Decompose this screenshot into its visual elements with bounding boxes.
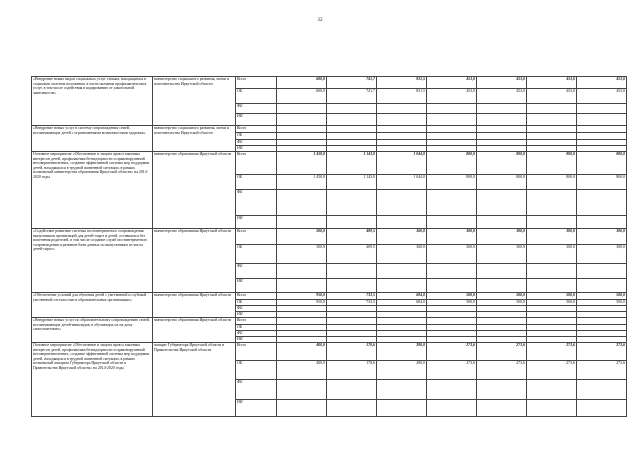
amount-cell: 300,0 xyxy=(477,229,527,245)
amount-cell xyxy=(377,190,427,216)
amount-cell xyxy=(427,380,477,400)
amount-cell xyxy=(527,318,577,325)
amount-cell xyxy=(477,114,527,126)
funding-source-cell: ОБ xyxy=(236,325,277,331)
amount-cell: 1 044,0 xyxy=(377,152,427,175)
amount-cell xyxy=(427,264,477,279)
amount-cell: 800,0 xyxy=(477,152,527,175)
funding-source-cell: Всего xyxy=(236,126,277,133)
funding-source-cell: Всего xyxy=(236,229,277,245)
funding-source-cell: ФБ xyxy=(236,104,277,114)
table-row xyxy=(32,77,627,89)
amount-cell: 273,6 xyxy=(427,361,477,380)
amount-cell xyxy=(577,114,627,126)
amount-cell: 453,0 xyxy=(427,89,477,104)
amount-cell: 733,5 xyxy=(327,300,377,306)
amount-cell xyxy=(477,400,527,417)
funding-source-cell: ОБ xyxy=(236,300,277,306)
amount-cell: 950,0 xyxy=(277,300,327,306)
amount-cell: 170,6 xyxy=(327,343,377,361)
amount-cell: 800,0 xyxy=(477,175,527,190)
amount-cell xyxy=(277,114,327,126)
amount-cell: 950,0 xyxy=(277,293,327,300)
amount-cell xyxy=(527,264,577,279)
amount-cell xyxy=(377,216,427,229)
amount-cell xyxy=(577,216,627,229)
executor-cell: министерство образования Иркутской области xyxy=(153,293,236,318)
amount-cell: 273,6 xyxy=(427,343,477,361)
amount-cell: 273,6 xyxy=(527,361,577,380)
table-row xyxy=(32,229,627,245)
amount-cell xyxy=(327,400,377,417)
amount-cell: 1 450,0 xyxy=(277,175,327,190)
amount-cell: 800,0 xyxy=(577,152,627,175)
amount-cell xyxy=(277,190,327,216)
amount-cell xyxy=(377,264,427,279)
amount-cell: 600,0 xyxy=(277,89,327,104)
amount-cell: 453,0 xyxy=(527,77,577,89)
amount-cell xyxy=(327,264,377,279)
amount-cell: 500,0 xyxy=(427,293,477,300)
amount-cell: 831,5 xyxy=(377,77,427,89)
amount-cell: 800,0 xyxy=(527,152,577,175)
amount-cell: 300,0 xyxy=(477,245,527,264)
table-row xyxy=(32,152,627,175)
amount-cell xyxy=(277,264,327,279)
amount-cell xyxy=(277,400,327,417)
amount-cell: 733,5 xyxy=(327,293,377,300)
amount-cell xyxy=(427,126,477,133)
funding-source-cell: НИ xyxy=(236,400,277,417)
event-cell: «Содействие развитию системы постинтернатного сопровождения выпускников организаций для детей-сирот и детей, оставшихся без попечения родителей, в том числе создание служб постинтернатного сопровождения и развитие базы данных по выпускникам из числа детей-сирот» xyxy=(32,229,153,293)
funding-source-cell: НИ xyxy=(236,146,277,152)
funding-source-cell: ОБ xyxy=(236,175,277,190)
amount-cell xyxy=(327,279,377,293)
amount-cell xyxy=(327,133,377,140)
amount-cell: 1 143,0 xyxy=(327,152,377,175)
amount-cell xyxy=(577,279,627,293)
amount-cell: 273,6 xyxy=(577,361,627,380)
funding-source-cell: ОБ xyxy=(236,89,277,104)
funding-source-cell: ФБ xyxy=(236,264,277,279)
funding-source-cell: ОБ xyxy=(236,133,277,140)
amount-cell xyxy=(477,216,527,229)
amount-cell: 1 143,0 xyxy=(327,175,377,190)
amount-cell xyxy=(427,133,477,140)
amount-cell: 273,6 xyxy=(477,343,527,361)
amount-cell: 500,0 xyxy=(477,300,527,306)
event-cell: «Внедрение новых услуг по образовательному сопровождению семей, воспитывающих детей-инвалидов, в обучающих их на дому самостоятельно» xyxy=(32,318,153,343)
executor-cell: аппарат Губернатора Иркутской области и Правительства Иркутской области xyxy=(153,343,236,417)
amount-cell xyxy=(527,104,577,114)
table-row xyxy=(32,293,627,300)
amount-cell: 500,0 xyxy=(277,229,327,245)
funding-source-cell: ФБ xyxy=(236,331,277,337)
funding-source-cell: НИ xyxy=(236,312,277,318)
amount-cell xyxy=(477,126,527,133)
amount-cell xyxy=(427,400,477,417)
amount-cell: 453,0 xyxy=(427,77,477,89)
amount-cell: 300,0 xyxy=(527,229,577,245)
event-cell: Основное мероприятие «Обеспечение и защита прав и законных интересов детей, профилактика безнадзорности и правонарушений несовершеннолетних, создание эффективной системы мер поддержки детей, находящихся в трудной жизненной ситуации, в рамках полномочий министерства образования Иркутской области» на 2014-2020 годы xyxy=(32,152,153,229)
amount-cell xyxy=(277,318,327,325)
amount-cell xyxy=(327,104,377,114)
amount-cell: 500,0 xyxy=(577,300,627,306)
executor-cell: министерство образования Иркутской области xyxy=(153,229,236,293)
amount-cell xyxy=(377,318,427,325)
amount-cell: 409,5 xyxy=(327,229,377,245)
amount-cell xyxy=(377,380,427,400)
table-row xyxy=(32,126,627,133)
amount-cell xyxy=(277,133,327,140)
amount-cell xyxy=(277,216,327,229)
funding-source-cell: Всего xyxy=(236,343,277,361)
amount-cell xyxy=(427,104,477,114)
amount-cell xyxy=(577,190,627,216)
amount-cell xyxy=(277,380,327,400)
amount-cell xyxy=(377,114,427,126)
event-cell: Основное мероприятие «Обеспечение и защита прав и законных интересов детей, профилактика безнадзорности и правонарушений несовершеннолетних, создание эффективной системы мер поддержки детей, находящихся в трудной жизненной ситуации, в рамках полномочий аппарата Губернатора Иркутской области и Правительства Иркутской области» на 2014-2020 годы xyxy=(32,343,153,417)
amount-cell: 741,7 xyxy=(327,89,377,104)
budget-table xyxy=(31,76,627,417)
funding-source-cell: ОБ xyxy=(236,361,277,380)
page-number: 32 xyxy=(317,18,323,23)
amount-cell: 360,0 xyxy=(377,245,427,264)
amount-cell xyxy=(427,279,477,293)
event-cell: «Обеспечение условий для обучения детей с умственной и глубокой умственной отсталостью в образовательных организациях» xyxy=(32,293,153,318)
amount-cell: 741,7 xyxy=(327,77,377,89)
amount-cell: 409,5 xyxy=(327,245,377,264)
amount-cell: 273,6 xyxy=(477,361,527,380)
table-row xyxy=(32,318,627,325)
amount-cell: 300,0 xyxy=(527,245,577,264)
amount-cell xyxy=(577,400,627,417)
amount-cell: 300,0 xyxy=(577,245,627,264)
amount-cell xyxy=(377,104,427,114)
amount-cell xyxy=(277,104,327,114)
amount-cell: 453,0 xyxy=(577,89,627,104)
amount-cell: 500,0 xyxy=(527,293,577,300)
amount-cell: 273,6 xyxy=(527,343,577,361)
amount-cell: 800,0 xyxy=(527,175,577,190)
amount-cell: 800,0 xyxy=(427,152,477,175)
amount-cell xyxy=(277,126,327,133)
amount-cell xyxy=(377,133,427,140)
amount-cell: 800,0 xyxy=(577,175,627,190)
executor-cell: министерство образования Иркутской области xyxy=(153,152,236,229)
amount-cell: 453,0 xyxy=(527,89,577,104)
amount-cell xyxy=(477,279,527,293)
amount-cell: 300,0 xyxy=(427,245,477,264)
amount-cell: 400,0 xyxy=(277,361,327,380)
amount-cell: 800,0 xyxy=(427,175,477,190)
amount-cell: 1 450,0 xyxy=(277,152,327,175)
event-cell: «Внедрение новых услуг в систему сопровождения семей, воспитывающих детей с ограниченными возможностями здоровья» xyxy=(32,126,153,152)
amount-cell xyxy=(527,216,577,229)
amount-cell xyxy=(327,114,377,126)
amount-cell xyxy=(327,318,377,325)
amount-cell: 280,0 xyxy=(377,343,427,361)
amount-cell: 684,0 xyxy=(377,293,427,300)
amount-cell xyxy=(527,190,577,216)
amount-cell xyxy=(477,264,527,279)
amount-cell xyxy=(527,126,577,133)
amount-cell xyxy=(377,126,427,133)
amount-cell: 500,0 xyxy=(427,300,477,306)
amount-cell xyxy=(427,318,477,325)
amount-cell xyxy=(277,279,327,293)
amount-cell: 300,0 xyxy=(427,229,477,245)
funding-source-cell: ФБ xyxy=(236,190,277,216)
funding-source-cell: ОБ xyxy=(236,245,277,264)
amount-cell xyxy=(427,190,477,216)
amount-cell xyxy=(577,264,627,279)
amount-cell: 280,0 xyxy=(377,361,427,380)
amount-cell xyxy=(377,400,427,417)
funding-source-cell: Всего xyxy=(236,77,277,89)
amount-cell xyxy=(477,380,527,400)
amount-cell xyxy=(527,279,577,293)
amount-cell: 300,0 xyxy=(577,229,627,245)
funding-source-cell: ФБ xyxy=(236,380,277,400)
executor-cell: министерство социального развития, опеки и попечительства Иркутской области xyxy=(153,126,236,152)
funding-source-cell: Всего xyxy=(236,152,277,175)
amount-cell xyxy=(327,190,377,216)
amount-cell xyxy=(327,380,377,400)
amount-cell xyxy=(527,400,577,417)
amount-cell xyxy=(577,126,627,133)
amount-cell xyxy=(427,114,477,126)
amount-cell xyxy=(577,318,627,325)
amount-cell: 170,6 xyxy=(327,361,377,380)
amount-cell xyxy=(377,279,427,293)
amount-cell xyxy=(527,380,577,400)
amount-cell: 500,0 xyxy=(477,293,527,300)
funding-source-cell: ФБ xyxy=(236,306,277,312)
amount-cell: 453,0 xyxy=(577,77,627,89)
amount-cell: 600,0 xyxy=(277,77,327,89)
amount-cell: 500,0 xyxy=(277,245,327,264)
amount-cell xyxy=(577,104,627,114)
table-row xyxy=(32,343,627,361)
amount-cell: 453,0 xyxy=(477,77,527,89)
amount-cell: 684,0 xyxy=(377,300,427,306)
funding-source-cell: НИ xyxy=(236,114,277,126)
executor-cell: министерство социального развития, опеки и попечительства Иркутской области xyxy=(153,77,236,126)
amount-cell xyxy=(327,126,377,133)
amount-cell xyxy=(327,216,377,229)
funding-source-cell: НИ xyxy=(236,279,277,293)
funding-source-cell: ФБ xyxy=(236,140,277,146)
funding-source-cell: Всего xyxy=(236,318,277,325)
amount-cell xyxy=(477,318,527,325)
amount-cell xyxy=(527,133,577,140)
amount-cell xyxy=(577,380,627,400)
amount-cell xyxy=(427,216,477,229)
amount-cell xyxy=(527,114,577,126)
amount-cell: 360,0 xyxy=(377,229,427,245)
amount-cell: 831,5 xyxy=(377,89,427,104)
amount-cell: 500,0 xyxy=(527,300,577,306)
executor-cell: министерство образования Иркутской области xyxy=(153,318,236,343)
funding-source-cell: Всего xyxy=(236,293,277,300)
event-cell: «Внедрение новых видов социальных услуг семьям, находящимся в социально опасном положении, в части оказания профилактических услуг, в том числе содействия в кодированию от алкогольной зависимости» xyxy=(32,77,153,126)
amount-cell xyxy=(477,104,527,114)
amount-cell xyxy=(477,190,527,216)
amount-cell: 400,0 xyxy=(277,343,327,361)
funding-source-cell: НИ xyxy=(236,337,277,343)
amount-cell: 273,6 xyxy=(577,343,627,361)
amount-cell xyxy=(577,133,627,140)
amount-cell xyxy=(477,133,527,140)
amount-cell: 453,0 xyxy=(477,89,527,104)
amount-cell: 500,0 xyxy=(577,293,627,300)
funding-source-cell: НИ xyxy=(236,216,277,229)
amount-cell: 1 044,0 xyxy=(377,175,427,190)
